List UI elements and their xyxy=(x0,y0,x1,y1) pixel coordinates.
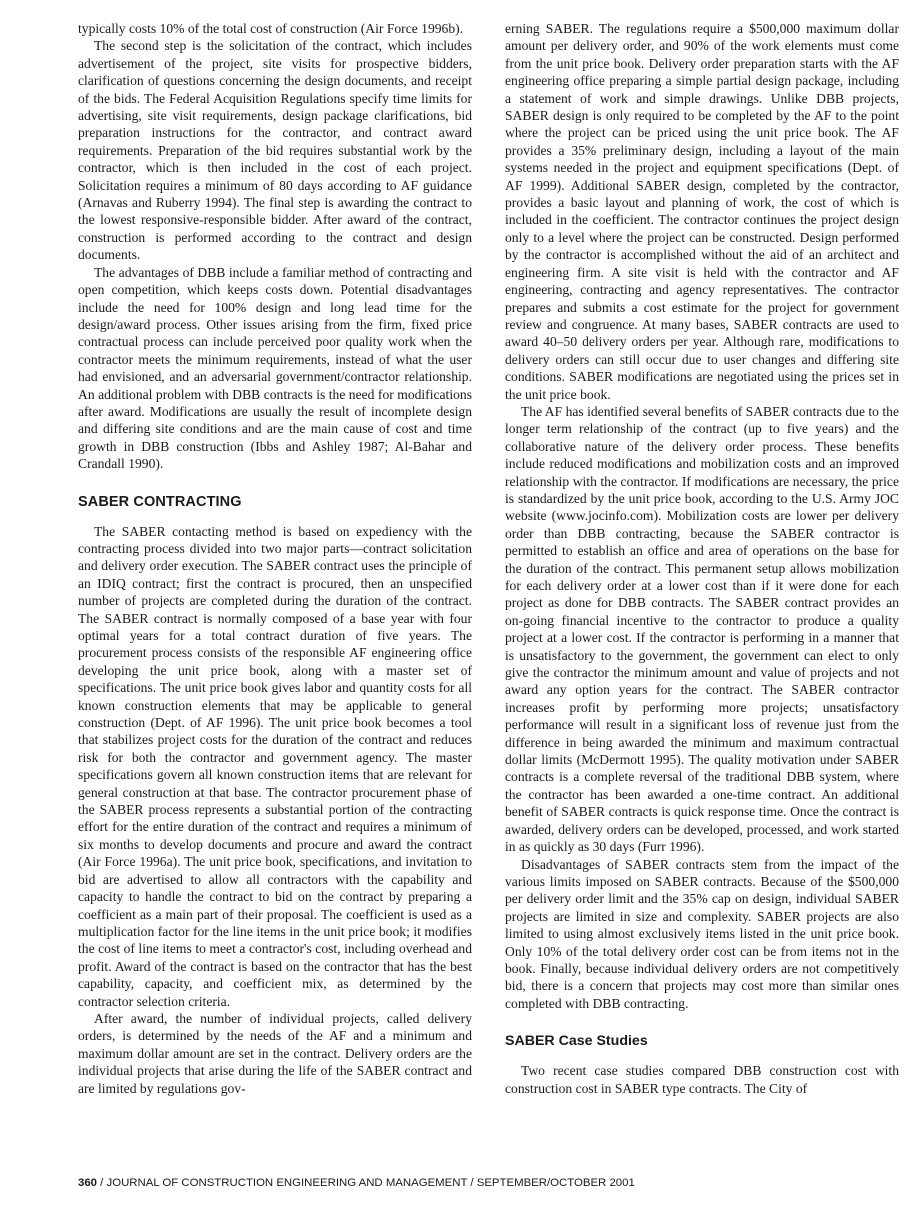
subsection-heading-case-studies: SABER Case Studies xyxy=(505,1033,648,1050)
page-footer xyxy=(78,1177,635,1189)
paragraph-solicitation: The second step is the solicitation of the contract, which includes advertisement of the project, site visits for prospective bidders, clarification of questions concerning the design documents, and receipt of the bids. The Federal Acquisition Regulations specify time limits for advertising, site visit requirements, design package clarifications, bid preparation instructions for the contractor, and contract award requirements. Preparation of the bid requires substantial work by the contractor, which is then included in the cost of each project. Solicitation requires a minimum of 80 days according to AF guidance (Arnavas and Ruberry 1994). The final step is awarding the contract to the lowest responsive-responsible bidder. After award of the contract, construction is performed according to the contract and design documents. xyxy=(78,38,472,263)
paragraph-saber-benefits: The AF has identified several benefits of SABER contracts due to the longer term relationship of the contract (up to five years) and the collaborative nature of the delivery order process. These benefits include reduced modifications and mobilization costs and an improved relationship with the contractor. If modifications are necessary, the price is standardized by the unit price book, according to the U.S. Army JOC website (www.jocinfo.com). Mobilization costs are lower per delivery order than DBB contracting, because the SABER contractor is permitted to establish an office and area of operations on the base for the duration of the contract. This permanent setup allows mobilization for each delivery order at a lower cost than if it were done for each project as done for DBB contracts. The SABER contract provides an on-going financial incentive to the contractor to produce a quality project at a lower cost. If the contractor is performing in a manner that is unsatisfactory to the government, the government can elect to only give the contractor the minimum amount and value of projects and not award any option years for the contract. The SABER contractor increases profit by performing more projects; unsatisfactory performance will result in a significant loss of revenue just from the difference in being awarded the minimum and maximum contractual dollar limits (McDermott 1995). The quality motivation under SABER contracts is a complete reversal of the traditional DBB system, where the contractor has been awarded a one-time contract. An additional benefit of SABER contracts is quick response time. Once the contract is awarded, delivery orders can be developed, processed, and work started in as quickly as 30 days (Furr 1996). xyxy=(505,403,899,855)
page-number: 360 xyxy=(78,1177,98,1189)
paragraph-saber-disadvantages: Disadvantages of SABER contracts stem from the impact of the various limits imposed on SABER contracts. Because of the $500,000 per delivery order limit and the 35% cap on design, individual SABER projects are limited in size and complexity. SABER projects are also limited to using almost exclusively items listed in the unit price book. Only 10% of the total delivery order cost can be from items not in the book. Finally, because individual delivery orders are not competitively bid, there is a concern that projects may cost more than similar ones completed with DBB contracting. xyxy=(505,856,899,1011)
paragraph-saber-method: The SABER contacting method is based on expediency with the contracting process divided into two major parts—contract solicitation and delivery order execution. The SABER contract uses the principle of an IDIQ contract; first the contract is procured, then an unspecified number of projects are completed during the duration of the contract. The SABER contract is normally composed of a base year with four optimal years for a total contract duration of five years. The procurement process consists of the responsible AF engineering office developing the unit price book, along with a master set of specifications. The unit price book gives labor and quantity costs for all known construction elements that may be applicable to general construction (Dept. of AF 1996). The unit price book becomes a tool that stabilizes project costs for the duration of the contract and reduces risk for both the contractor and government agency. The master specifications govern all known construction items that are relevant for general construction at that base. The contractor procurement phase of the SABER process represents a substantial portion of the contracting effort for the entire duration of the contract and requires a minimum of six months to develop documents and procure and award the contract (Air Force 1996a). The unit price book, specifications, and invitation to bid are advertised to allow all contractors with the capability and capacity to handle the contract to bid on the contract by preparing a coefficient as a main part of their proposal. The coefficient is used as a multiplication factor for the line items in the unit price book; it modifies the cost of line items to meet a contractor's cost, including overhead and profit. Award of the contract is based on the contractor that has the best capability, capacity, and coefficient mix, as determined by the contractor selection criteria. xyxy=(78,523,472,1009)
right-column xyxy=(505,20,899,1097)
paragraph-continuation: typically costs 10% of the total cost of construction (Air Force 1996b). xyxy=(78,21,464,36)
left-column xyxy=(78,20,472,1097)
paragraph-case-studies: Two recent case studies compared DBB construction cost with construction cost in SABER type contracts. The City of xyxy=(505,1063,899,1096)
paragraph-dbb-advantages: The advantages of DBB include a familiar method of contracting and open competition, which keeps costs down. Potential disadvantages include the need for 100% design and long lead time for the design/award process. Other issues arising from the firm, fixed price contractual process can include perceived poor quality work when the contractor meets the minimum requirements, instead of what the user had envisioned, and an adversarial government/contractor relationship. An additional problem with DBB contracts is the need for modifications after award. Modifications are usually the result of incomplete design and differing site conditions and are the main cause of cost and time growth in DBB construction (Ibbs and Ashley 1987; Al-Bahar and Crandall 1990). xyxy=(78,264,472,472)
paragraph-delivery-orders: After award, the number of individual projects, called delivery orders, is determined by the needs of the AF and a minimum and maximum dollar amount are set in the contract. Delivery orders are the individual projects that arise during the life of the SABER contract and are limited by regulations gov- xyxy=(78,1010,472,1096)
paragraph-saber-regulations: erning SABER. The regulations require a $500,000 maximum dollar amount per delivery order, and 90% of the work elements must come from the unit price book. Delivery order preparation starts with the AF engineering office preparing a simple partial design package, including a statement of work and simple drawings. Unlike DBB projects, SABER design is only required to be completed by the AF to the point where the project can be priced using the unit price book. The AF provides a 35% preliminary design, including a layout of the main systems needed in the project and equipment specifications (Dept. of AF 1999). Additional SABER design, completed by the contractor, provides a basic layout and planning of work, the cost of which is included in the coefficient. The contractor continues the project design only to a level where the project can be constructed. Design performed by the contractor is accomplished without the aid of an architect and engineering firm. A site visit is held with the contractor and AF engineering, contracting and agency representatives. The contractor prepares and submits a cost estimate for the project for government review and congruence. At many bases, SABER contracts are used to award 40–50 delivery orders per year. Although rare, modifications to delivery orders can still occur due to user changes and differing site conditions. SABER modifications are negotiated using the prices set in the unit price book. xyxy=(505,21,899,402)
section-heading-saber-contracting: SABER CONTRACTING xyxy=(78,493,242,510)
journal-citation: / JOURNAL OF CONSTRUCTION ENGINEERING AND MANAGEMENT / SEPTEMBER/OCTOBER 2001 xyxy=(97,1177,635,1189)
